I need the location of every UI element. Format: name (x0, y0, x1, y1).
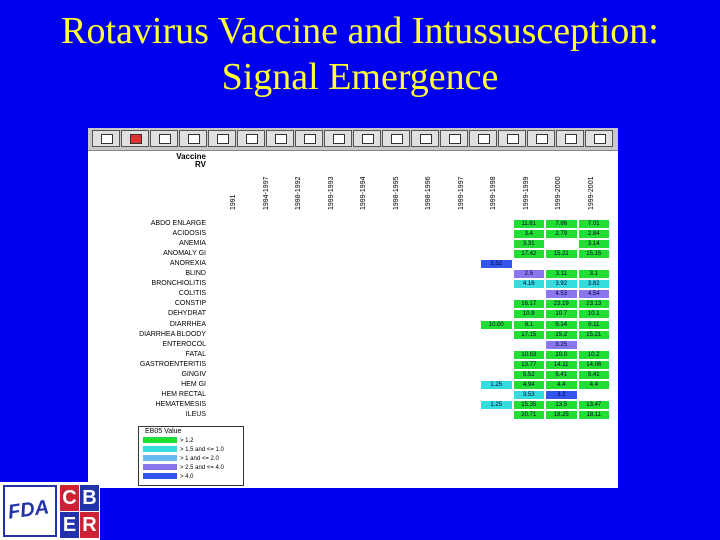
eb05-cell[interactable]: 13.77 (514, 361, 545, 369)
eb05-cell[interactable]: 15.2 (546, 331, 577, 339)
row-label[interactable]: ENTEROCOL (162, 340, 206, 348)
eb05-cell[interactable]: 4.16 (514, 280, 545, 288)
eb05-cell[interactable]: 23.13 (579, 300, 610, 308)
row-label[interactable]: ILEUS (185, 410, 206, 418)
table-title-vaccine: Vaccine (176, 152, 206, 161)
eb05-cell[interactable]: 13.5 (546, 401, 577, 409)
column-header: 1999-1994 (360, 176, 367, 210)
eb05-cell[interactable]: 9.11 (579, 321, 610, 329)
eb05-cell[interactable]: 3.14 (579, 240, 610, 248)
cber-letter-b: B (80, 485, 99, 511)
legend (138, 426, 244, 486)
eb05-cell[interactable]: 10.1 (579, 310, 610, 318)
legend-label: > 1.5 and <= 1.0 (180, 447, 224, 453)
eb05-cell[interactable]: 2.84 (579, 230, 610, 238)
eb05-cell[interactable]: 3.11 (546, 270, 577, 278)
column-header: 1998-1996 (425, 176, 432, 210)
row-label[interactable]: ANOREXIA (169, 260, 206, 268)
toolbar-button[interactable] (411, 130, 439, 147)
row-label[interactable]: GASTROENTERITIS (139, 360, 206, 368)
column-header: 1994-1997 (262, 176, 270, 210)
row-label[interactable]: ANEMIA (179, 240, 206, 248)
eb05-cell[interactable]: 3.1 (579, 270, 610, 278)
data-mining-window (88, 128, 618, 488)
eb05-cell[interactable]: 11.61 (514, 220, 545, 228)
legend-item (143, 455, 239, 463)
eb05-cell[interactable]: 4.94 (514, 381, 545, 389)
column-header: 1999-1993 (327, 176, 335, 210)
cber-letter-e: E (60, 512, 79, 538)
row-label[interactable]: HEMATEMESIS (155, 400, 206, 408)
legend-swatch (143, 455, 177, 461)
row-label[interactable]: BLIND (185, 270, 206, 278)
eb05-cell[interactable]: 2.5 (514, 270, 545, 278)
cber-letter-c: C (60, 485, 79, 511)
legend-label: > 1 and <= 2.0 (180, 456, 219, 462)
eb05-cell[interactable]: 4.54 (579, 290, 610, 298)
row-label[interactable]: HEM RECTAL (161, 390, 206, 398)
eb05-cell[interactable]: 4.4 (546, 381, 577, 389)
toolbar-button[interactable] (266, 130, 294, 147)
eb05-cell[interactable]: 18.11 (579, 411, 610, 419)
eb05-cell[interactable]: 3.52 (481, 260, 512, 268)
row-label[interactable]: ACIDOSIS (172, 230, 206, 238)
eb05-cell[interactable]: 14.06 (579, 361, 610, 369)
legend-swatch (143, 446, 177, 452)
eb05-cell[interactable]: 20.71 (514, 411, 545, 419)
legend-item (143, 437, 239, 445)
eb05-cell[interactable]: 4.4 (579, 381, 610, 389)
toolbar-button[interactable] (295, 130, 323, 147)
eb05-cell[interactable]: 3.82 (579, 280, 610, 288)
legend-item (143, 446, 239, 454)
row-label[interactable]: BRONCHIOLITIS (151, 280, 206, 288)
row-label[interactable]: DIARRHEA (169, 320, 206, 328)
eb05-cell[interactable]: 3.2 (546, 391, 577, 399)
eb05-cell[interactable]: 10.7 (546, 310, 577, 318)
eb05-cell[interactable]: 3.25 (546, 341, 577, 349)
column-header: 1998-1992 (295, 176, 302, 210)
legend-label: > 2.5 and <= 4.0 (180, 465, 224, 471)
row-label[interactable]: HEM GI (181, 380, 206, 388)
toolbar-button[interactable] (382, 130, 410, 147)
legend-swatch (143, 473, 177, 479)
eb05-cell[interactable]: 3.4 (514, 230, 545, 238)
row-label[interactable]: CONSTIP (174, 300, 206, 308)
fda-logo-text: FDA (6, 496, 51, 524)
toolbar-button[interactable] (469, 130, 497, 147)
toolbar-button[interactable] (353, 130, 381, 147)
row-label[interactable]: FATAL (185, 350, 206, 358)
eb05-cell[interactable]: 17.15 (514, 331, 545, 339)
eb05-cell[interactable]: 5.41 (579, 371, 610, 379)
toolbar-button[interactable] (527, 130, 555, 147)
toolbar-button[interactable] (585, 130, 613, 147)
table-title-rv: RV (195, 160, 206, 169)
eb05-cell[interactable]: 9.14 (546, 321, 577, 329)
toolbar-button[interactable] (150, 130, 178, 147)
eb05-cell[interactable]: 10.00 (481, 321, 512, 329)
legend-title: EB05 Value (145, 428, 182, 435)
column-header: 1999-1999 (522, 176, 530, 210)
eb05-cell[interactable]: 10.2 (579, 351, 610, 359)
eb05-cell[interactable]: 15.15 (579, 250, 610, 258)
toolbar-button[interactable] (556, 130, 584, 147)
toolbar-button[interactable] (92, 130, 120, 147)
fda-cber-logo (0, 482, 100, 540)
eb05-cell[interactable]: 4.53 (546, 290, 577, 298)
legend-item (143, 473, 239, 481)
legend-item (143, 464, 239, 472)
row-label[interactable]: GINGIV (181, 370, 206, 378)
eb05-cell[interactable]: 23.19 (546, 300, 577, 308)
legend-label: > 4.0 (180, 474, 194, 480)
eb05-cell[interactable]: 1.25 (481, 381, 512, 389)
toolbar-button[interactable] (498, 130, 526, 147)
eb05-cell[interactable]: 5.41 (546, 371, 577, 379)
column-header: 1998-1995 (392, 176, 400, 210)
eb05-cell[interactable]: 10.63 (514, 351, 545, 359)
column-header: 1999-1997 (457, 176, 465, 210)
legend-label: > 1.2 (180, 438, 194, 444)
toolbar-button[interactable] (324, 130, 352, 147)
eb05-cell[interactable]: 3.31 (514, 240, 545, 248)
eb05-cell[interactable]: 7.01 (579, 220, 610, 228)
eb05-cell[interactable]: 17.42 (514, 250, 545, 258)
eb05-cell[interactable]: 9.1 (514, 321, 545, 329)
column-header: 1991 (230, 194, 237, 210)
row-label[interactable]: ANOMALY GI (163, 250, 206, 258)
eb05-cell[interactable]: 3.53 (514, 391, 545, 399)
column-header: 1999-2001 (587, 176, 595, 210)
slide-title-line-1: Rotavirus Vaccine and Intussusception: (61, 10, 659, 52)
column-header: 1999-1998 (490, 176, 497, 210)
eb05-cell[interactable]: 7.86 (546, 220, 577, 228)
toolbar (88, 128, 618, 151)
fda-logo (3, 485, 57, 537)
eb05-cell[interactable]: 15.21 (579, 331, 610, 339)
cber-letter-r: R (80, 512, 99, 538)
toolbar-button[interactable] (179, 130, 207, 147)
toolbar-button[interactable] (121, 130, 149, 147)
eb05-cell[interactable]: 3.92 (546, 280, 577, 288)
slide-title-line-2: Signal Emergence (221, 56, 499, 98)
legend-swatch (143, 464, 177, 470)
eb05-cell[interactable]: 2.79 (546, 230, 577, 238)
toolbar-button[interactable] (208, 130, 236, 147)
eb05-cell[interactable]: 10.0 (546, 351, 577, 359)
column-header: 1999-2000 (555, 176, 562, 210)
eb05-cell[interactable]: 13.47 (579, 401, 610, 409)
eb05-cell[interactable]: 15.35 (514, 401, 545, 409)
eb05-cell[interactable]: 16.17 (514, 300, 545, 308)
toolbar-button[interactable] (237, 130, 265, 147)
eb05-cell[interactable]: 10.9 (514, 310, 545, 318)
row-label[interactable]: ABDO ENLARGE (150, 220, 206, 227)
row-label[interactable]: DIARRHEA BLOODY (139, 330, 206, 338)
eb05-cell[interactable]: 14.11 (546, 361, 577, 369)
slide-title (0, 8, 720, 100)
eb05-cell[interactable]: 5.52 (514, 371, 545, 379)
row-label[interactable]: DEHYDRAT (168, 310, 206, 318)
eb05-cell[interactable]: 1.25 (481, 401, 512, 409)
legend-swatch (143, 437, 177, 443)
toolbar-button[interactable] (440, 130, 468, 147)
eb05-cell[interactable]: 18.25 (546, 411, 577, 419)
row-label[interactable]: COLITIS (178, 290, 206, 298)
eb05-cell[interactable]: 15.21 (546, 250, 577, 258)
